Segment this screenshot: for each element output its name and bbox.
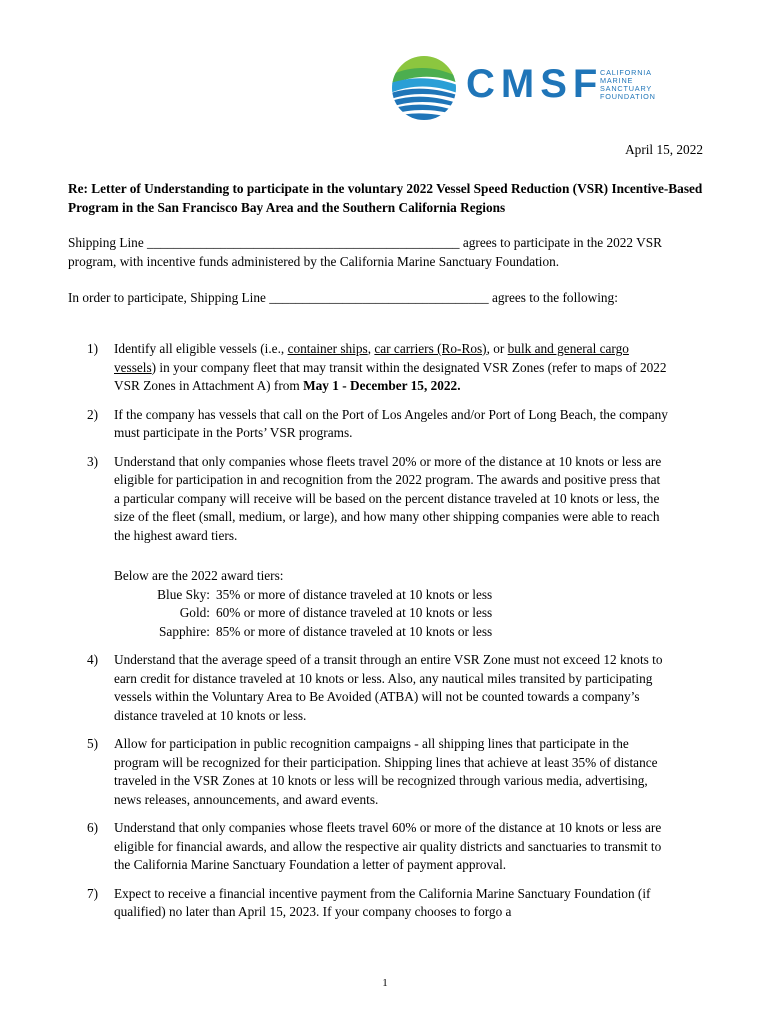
- subject-line: Re: Letter of Understanding to participate in the voluntary 2022 Vessel Speed Reduction (VSR) Incentive-Based Program in the San Francisco Bay Area and the Southern California Regions: [68, 181, 703, 215]
- logo-wordmark: CMSF: [466, 62, 604, 106]
- participation-paragraph: In order to participate, Shipping Line _________________________________ agrees to the following:: [68, 290, 618, 305]
- list-item: 1) Identify all eligible vessels (i.e., container ships, car carriers (Ro-Ros), or bulk and general cargo vessels) in your company fleet that may transit within the designated VSR Zones (refer to maps of 2022 VSR Zones in Attachment A) from May 1 - December 15, 2022.: [87, 341, 667, 393]
- tier-row: Sapphire: 85% or more of distance traveled at 10 knots or less: [159, 623, 493, 639]
- list-item: 7) Expect to receive a financial incentive payment from the California Marine Sanctuary Foundation (if qualified) no later than April 15, 2023. If your company chooses to forgo a: [87, 885, 651, 919]
- bulk-cargo-link[interactable]: bulk and general cargo vessels: [114, 341, 629, 375]
- tier-row: Blue Sky: 35% or more of distance traveled at 10 knots or less: [157, 586, 493, 602]
- intro-paragraph: Shipping Line _______________________________________________ agrees to participate in the 2022 VSR program, with incentive funds administered by the California Marine Sanctuary Foundation.: [68, 235, 663, 269]
- wave-globe-icon: [388, 54, 460, 122]
- cmsf-logo: [388, 54, 658, 122]
- award-tiers: Below are the 2022 award tiers: Blue Sky: 35% or more of distance traveled at 10 knots or less Gold: 60% or more of distance traveled at 10 knots or less Sapphire: 85% or more of distance traveled at 10 knots or less: [114, 567, 668, 641]
- logo-tagline: CALIFORNIA MARINE SANCTUARY FOUNDATION: [600, 68, 656, 101]
- page-number: 1: [382, 977, 388, 989]
- list-item: 2) If the company has vessels that call on the Port of Los Angeles and/or Port of Long Beach, the company must participate in the Ports’ VSR programs.: [87, 406, 668, 440]
- list-item: 3) Understand that only companies whose fleets travel 20% or more of the distance at 10 knots or less are eligible for participation in and recognition from the 2022 program. The awards and positive press that a particular company will receive will be based on the percent distance traveled at 10 knots or less, the size of the fleet (small, medium, or large), and how many other shipping companies were able to reach the highest award tiers. Below are the 2022 award tiers: Blue Sky: 35% or more of distance traveled at 10 knots or less Gold: 60% or more of distance traveled at 10 knots or less Sapphire: 85% or more of distance traveled at 10 knots or less: [68, 453, 668, 642]
- list-item: 4) Understand that the average speed of a transit through an entire VSR Zone must not exceed 12 knots to earn credit for distance traveled at 10 knots or less. Also, any nautical miles transited by participating vessels within the Voluntary Area to Be Avoided (ATBA) will not be counted towards a company’s distance traveled at 10 knots or less.: [87, 652, 663, 723]
- list-item: 6) Understand that only companies whose fleets travel 60% or more of the distance at 10 knots or less are eligible for financial awards, and allow the respective air quality districts and sanctuaries to transmit to the California Marine Sanctuary Foundation a letter of payment approval.: [87, 820, 662, 872]
- shipping-line-blank[interactable]: _______________________________________________: [147, 235, 460, 250]
- shipping-line-blank-2[interactable]: _________________________________: [269, 290, 489, 305]
- letter-date: April 15, 2022: [625, 142, 703, 157]
- tier-row: Gold: 60% or more of distance traveled at 10 knots or less: [179, 605, 493, 620]
- requirements-list: [68, 340, 668, 922]
- car-carriers-link[interactable]: car carriers (Ro-Ros): [374, 341, 487, 356]
- container-ships-link[interactable]: container ships: [287, 341, 368, 356]
- list-item: 5) Allow for participation in public recognition campaigns - all shipping lines that participate in the program will be recognized for their participation. Shipping lines that achieve at least 35% of distance traveled in the VSR Zones at 10 knots or less will be recognized through various media, advertising, news releases, announcements, and award events.: [87, 736, 658, 807]
